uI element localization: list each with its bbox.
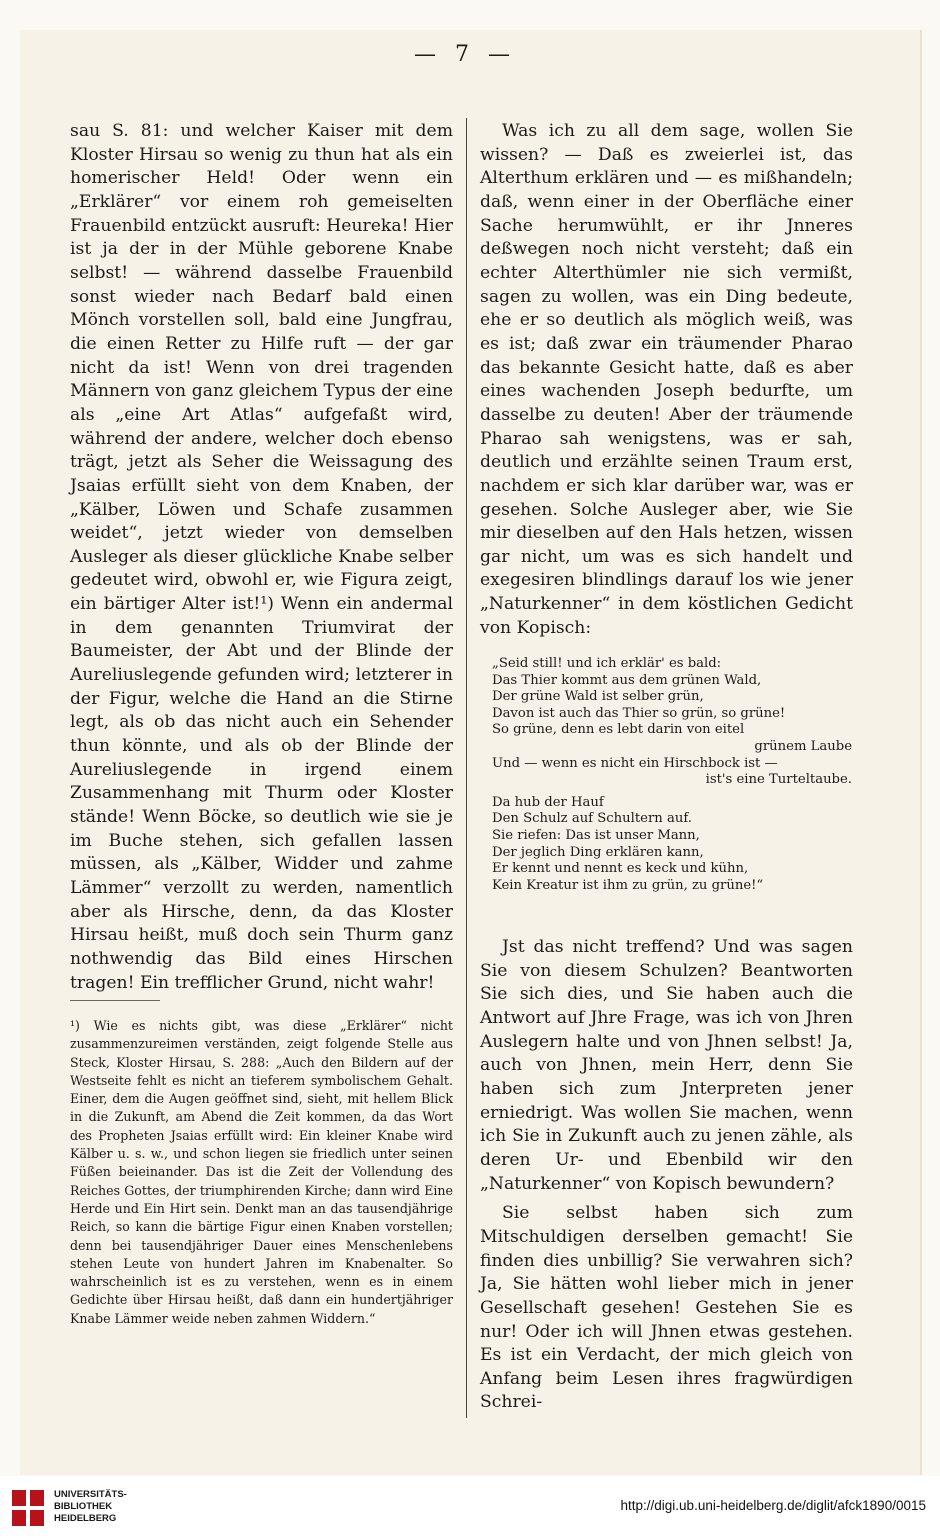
right-column-lower bbox=[480, 936, 853, 1415]
poem-stanza-1 bbox=[492, 656, 852, 789]
left-column-text: sau S. 81: und welcher Kaiser mit dem Kloster Hirsau so wenig zu thun hat als ein homerischer Held! Oder wenn ein „Erklärer“ vor einem roh gemeiselten Frauenbild entzückt ausruft: Heureka! Hier ist ja der in der Mühle geborene Knabe selbst! — während dasselbe Frauenbild sonst wieder nach Bedarf bald einen Mönch vorstellen soll, bald eine Jungfrau, die einen Retter zu Hilfe ruft — der gar nicht da ist! Wenn von drei tragenden Männern von ganz gleichem Typus der eine als „eine Art Atlas“ aufgefaßt wird, während der andere, welcher doch ebenso trägt, jetzt als Seher die Weissagung des Jsaias erfüllt sieht von dem Knaben, der „Kälber, Löwen und Schafe zusammen weidet“, jetzt wieder von demselben Ausleger als dieser glückliche Knabe selber gedeutet wird, obwohl er, wie Figura zeigt, ein bärtiger Alter ist!¹) Wenn ein andermal in dem genannten Triumvirat der Baumeister, der Abt und der Blinde der Aureliuslegende gefunden wird; letzterer in der Figur, welche die Hand an die Stirne legt, als ob das nicht auch ein Sehender thun könnte, und als ob der Blinde der Aureliuslegende in irgend einem Zusammenhang mit Thurm oder Kloster stände! Wenn Böcke, so deutlich wie sie je im Buche stehen, sich gefallen lassen müssen, als „Kälber, Widder und zahme Lämmer“ verzollt zu werden, namentlich aber als Hirsche, denn, da das Kloster Hirsau heißt, muß doch sein Thurm ganz nothwendig das Bild eines Hirschen tragen! Ein trefflicher Grund, nicht wahr! bbox=[70, 121, 453, 993]
poem-line: Der jeglich Ding erklären kann, bbox=[492, 844, 704, 860]
poem-line-turnover: grünem Laube bbox=[754, 738, 852, 754]
poem-line: Kein Kreatur ist ihm zu grün, zu grüne!“ bbox=[492, 877, 764, 893]
poem-line: Das Thier kommt aus dem grünen Wald, bbox=[492, 672, 762, 688]
source-url-link[interactable]: http://digi.ub.uni-heidelberg.de/diglit/afck1890/0015 bbox=[620, 1498, 926, 1513]
footnote-rule bbox=[70, 1000, 160, 1001]
poem-line: Sie riefen: Das ist unser Mann, bbox=[492, 827, 700, 843]
poem-quote bbox=[492, 656, 852, 900]
library-name-line: BIBLIOTHEK bbox=[54, 1501, 113, 1512]
poem-line: So grüne, denn es lebt darin von eitel bbox=[492, 722, 745, 738]
library-name bbox=[54, 1489, 127, 1525]
poem-line: Den Schulz auf Schultern auf. bbox=[492, 811, 692, 827]
poem-stanza-2 bbox=[492, 795, 852, 895]
poem-line-turnover: ist's eine Turteltaube. bbox=[705, 772, 852, 788]
poem-line: Er kennt und nennt es keck und kühn, bbox=[492, 861, 749, 877]
poem-line: Da hub der Hauf bbox=[492, 794, 604, 810]
footnote: ¹) Wie es nichts gibt, was diese „Erklärer“ nicht zusammenzureimen verständen, zeigt folgende Stelle aus Steck, Kloster Hirsau, S. 288: „Auch den Bildern auf der Westseite fehlt es nicht an tieferem symbolischem Gehalt. Einer, dem die Augen geöffnet sind, sieht, mit hellem Blick in die Zukunft, am Abend die Zeit kommen, da das Wort des Propheten Jsaias erfüllt wird: Ein kleiner Knabe wird Kälber u. s. w., und schon liegen sie friedlich unter seinen Füßen beieinander. Das ist die Zeit der Vollendung des Reiches Gottes, der triumphirenden Kirche; dann wird Eine Herde und Ein Hirt sein. Denkt man an das tausendjährige Reich, so kann die bärtige Figur einen Knaben vorstellen; denn bei tausendjähriger Dauer eines Menschenlebens stehen Leute von hundert Jahren im Knabenalter. So wahrscheinlich ist es zu verstehen, wenn es in einem Gedichte über Hirsau heißt, daß dann ein hundertjähriger Knabe Lämmer weide neben zahmen Widdern.“ bbox=[70, 1018, 453, 1326]
left-column bbox=[70, 120, 453, 995]
library-name-line: UNIVERSITÄTS- bbox=[54, 1489, 127, 1500]
poem-line: Der grüne Wald ist selber grün, bbox=[492, 689, 704, 705]
library-name-line: HEIDELBERG bbox=[54, 1513, 117, 1524]
column-divider bbox=[466, 118, 467, 1418]
right-column bbox=[480, 120, 853, 640]
right-column-paragraph-2: Jst das nicht treffend? Und was sagen Sie von diesem Schulzen? Beantworten Sie sich dies, und Sie haben auch die Antwort auf Jhre Frage, was ich von Jhren Auslegern halte und von Jhnen selbst! Ja, auch von Jhnen, mein Herr, denn Sie haben sich zum Jnterpreten jener erniedrigt. Was wollen Sie machen, wenn ich Sie in Zukunft auch zu jenen zähle, als deren Ur- und Ebenbild wir den „Naturkenner“ von Kopisch bewundern? bbox=[480, 937, 853, 1194]
poem-line: Davon ist auch das Thier so grün, so grüne! bbox=[492, 705, 786, 721]
university-library-logo-icon bbox=[6, 1486, 50, 1530]
poem-line: „Seid still! und ich erklär' es bald: bbox=[492, 656, 722, 671]
page-number: — 7 — bbox=[414, 42, 516, 67]
poem-line: Und — wenn es nicht ein Hirschbock ist — bbox=[492, 755, 778, 771]
right-column-paragraph-3: Sie selbst haben sich zum Mitschuldigen derselben gemacht! Sie finden dies unbillig? Sie verwahren sich? Ja, Sie hätten wohl lieber mich in jener Gesellschaft gesehen! Gestehen Sie es nur! Oder ich will Jhnen etwas gestehen. Es ist ein Verdacht, der mich gleich von Anfang beim Lesen ihres fragwürdigen Schrei- bbox=[480, 1203, 853, 1413]
right-column-paragraph-1: Was ich zu all dem sage, wollen Sie wissen? — Daß es zweierlei ist, das Alterthum erklären und — es mißhandeln; daß, wenn einer in der Oberfläche einer Sache herumwühlt, er ihr Jnneres deßwegen noch nicht versteht; daß ein echter Alterthümler nie sich vermißt, sagen zu wollen, was ein Ding bedeute, ehe er so deutlich als möglich weiß, was es ist; daß zwar ein träumender Pharao das bekannte Gesicht hatte, daß es aber eines wachenden Joseph bedurfte, um dasselbe zu deuten! Aber der träumende Pharao sah wenigstens, was er sah, deutlich und erzählte seinen Traum erst, nachdem er sich klar darüber war, was er gesehen. Solche Ausleger aber, wie Sie mir dieselben auf den Hals hetzen, wissen gar nicht, um was es sich handelt und exegesiren blindlings darauf los wie jener „Naturkenner“ in dem köstlichen Gedicht von Kopisch: bbox=[480, 121, 853, 638]
footer-bar bbox=[0, 1476, 940, 1540]
